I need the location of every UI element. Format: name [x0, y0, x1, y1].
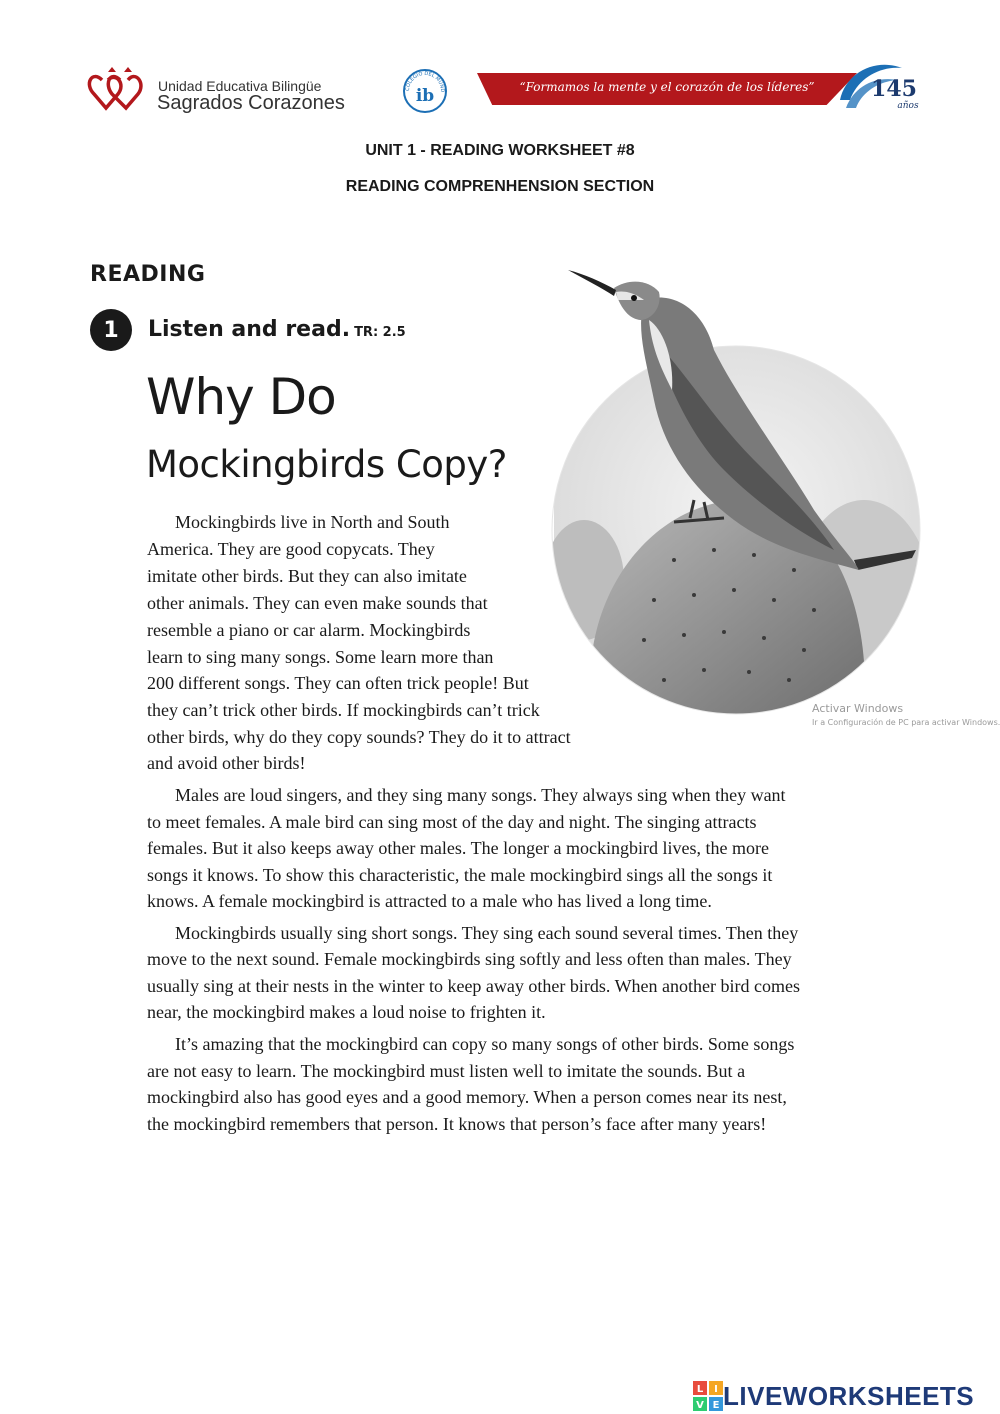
instruction-text: Listen and read.	[148, 317, 351, 342]
school-name-line2: Sagrados Corazones	[157, 92, 345, 114]
paragraph-line: are not easy to learn. The mockingbird must listen well to imitate the sounds. But a	[147, 1061, 746, 1081]
article-title-line2: Mockingbirds Copy?	[146, 443, 507, 486]
paragraph-line: It’s amazing that the mockingbird can copy so many songs of other birds. Some songs	[175, 1034, 795, 1054]
paragraph-line: move to the next sound. Female mockingbirds sing softly and less often than males. They	[147, 949, 792, 969]
worksheet-title: UNIT 1 - READING WORKSHEET #8	[365, 142, 635, 159]
paragraph-line: knows. A female mockingbird is attracted to a male who has lived a long time.	[147, 891, 712, 911]
paragraph-line: near, the mockingbird makes a loud noise to frighten it.	[147, 1002, 546, 1022]
paragraph-line: other birds, why do they copy sounds? They do it to attract	[147, 727, 571, 747]
article-title-line1: Why Do	[146, 368, 336, 426]
liveworksheets-text: LIVEWORKSHEETS	[723, 1380, 975, 1411]
audio-track-label: TR: 2.5	[354, 325, 406, 340]
section-heading: READING	[90, 262, 206, 287]
paragraph-line: females. But it also keeps away other males. The longer a mockingbird lives, the more	[147, 838, 769, 858]
paragraph-line: other animals. They can even make sounds that	[147, 593, 488, 613]
anniversary-number: 145	[871, 76, 917, 102]
instruction	[148, 317, 406, 342]
logo-letter: I	[714, 1384, 718, 1395]
paragraph-line: America. They are good copycats. They	[147, 539, 435, 559]
ib-world-school-logo	[402, 68, 448, 114]
anniversary-logo	[836, 60, 926, 120]
worksheet-subtitle: READING COMPRENHENSION SECTION	[345, 178, 655, 195]
logo-letter: V	[696, 1400, 704, 1411]
paragraph-line: Mockingbirds usually sing short songs. They sing each sound several times. Then they	[175, 923, 799, 943]
liveworksheets-logo-icon	[693, 1381, 723, 1411]
paragraph-line: the mockingbird remembers that person. It knows that person’s face after many years!	[147, 1114, 767, 1134]
anniversary-word: años	[897, 101, 919, 111]
paragraph-line: songs it knows. To show this characteristic, the male mockingbird sings all the songs it	[147, 865, 773, 885]
paragraph-line: Males are loud singers, and they sing many songs. They always sing when they want	[175, 785, 786, 805]
school-motto: “Formamos la mente y el corazón de los líderes”	[519, 80, 815, 94]
step-number-badge: 1	[90, 309, 132, 351]
activate-windows-subtitle: Ir a Configuración de PC para activar Windows.	[812, 718, 1000, 727]
activate-windows-title: Activar Windows	[812, 702, 904, 715]
ib-label: ib	[415, 86, 435, 106]
paragraph-line: resemble a piano or car alarm. Mockingbirds	[147, 620, 471, 640]
school-name-line1: Unidad Educativa Bilingüe	[158, 78, 322, 94]
ib-ring-text: COLEGIO DEL MUND	[404, 70, 446, 93]
paragraph-line: usually sing at their nests in the winter to keep away other birds. When another bird comes	[147, 976, 801, 996]
paragraph-line: imitate other birds. But they can also imitate	[147, 566, 467, 586]
paragraph-line: and avoid other birds!	[147, 753, 306, 773]
school-hearts-logo	[86, 66, 148, 116]
logo-letter: L	[696, 1384, 704, 1395]
paragraph-line: to meet females. A male bird can sing most of the day and night. The singing attracts	[147, 812, 757, 832]
paragraph-line: mockingbird also has good eyes and a good memory. When a person comes near its nest,	[147, 1087, 787, 1107]
logo-letter: E	[712, 1400, 720, 1411]
paragraph-line: learn to sing many songs. Some learn more than	[147, 647, 494, 667]
paragraph-line: 200 different songs. They can often trick people! But	[147, 673, 529, 693]
liveworksheets-brand	[693, 1378, 974, 1414]
mockingbird-photo	[554, 260, 926, 720]
paragraph-line: Mockingbirds live in North and South	[175, 512, 450, 532]
paragraph-line: they can’t trick other birds. If mockingbirds can’t trick	[147, 700, 540, 720]
